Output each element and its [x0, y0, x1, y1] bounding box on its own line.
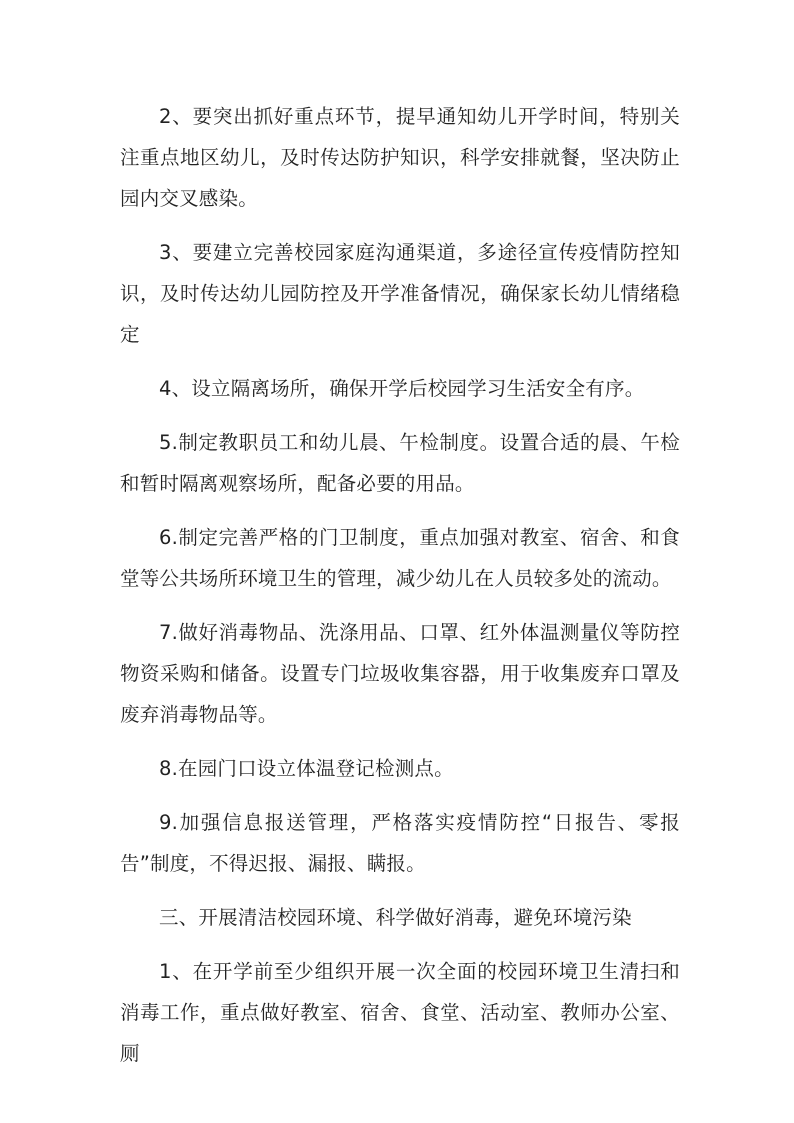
paragraph-item-3: 3、要建立完善校园家庭沟通渠道，多途径宣传疫情防控知识，及时传达幼儿园防控及开学准备情况，确保家长幼儿情绪稳定: [120, 241, 680, 346]
paragraph-item-4: 4、设立隔离场所，确保开学后校园学习生活安全有序。: [159, 377, 645, 400]
document-page: [120, 96, 680, 1087]
paragraph-item-5: 5.制定教职员工和幼儿晨、午检制度。设置合适的晨、午检和暂时隔离观察场所，配备必要的用品。: [120, 431, 680, 495]
paragraph-item-1: 1、在开学前至少组织开展一次全面的校园环境卫生清扫和消毒工作，重点做好教室、宿舍、食堂、活动室、教师办公室、厕: [120, 960, 680, 1065]
paragraph-item-7: 7.做好消毒物品、洗涤用品、口罩、红外体温测量仪等防控物资采购和储备。设置专门垃圾收集容器，用于收集废弃口罩及废弃消毒物品等。: [120, 621, 680, 726]
paragraph-item-8: 8.在园门口设立体温登记检测点。: [159, 757, 454, 780]
paragraph-item-6: 6.制定完善严格的门卫制度，重点加强对教室、宿舍、和食堂等公共场所环境卫生的管理，减少幼儿在人员较多处的流动。: [120, 526, 680, 590]
paragraph-item-9: 9.加强信息报送管理，严格落实疫情防控“日报告、零报告”制度，不得迟报、漏报、瞒报。: [120, 811, 680, 875]
paragraph-item-2: 2、要突出抓好重点环节，提早通知幼儿开学时间，特别关注重点地区幼儿，及时传达防护知识，科学安排就餐，坚决防止园内交叉感染。: [120, 105, 680, 210]
section-heading-three: 三、开展清洁校园环境、科学做好消毒，避免环境污染: [159, 906, 632, 929]
